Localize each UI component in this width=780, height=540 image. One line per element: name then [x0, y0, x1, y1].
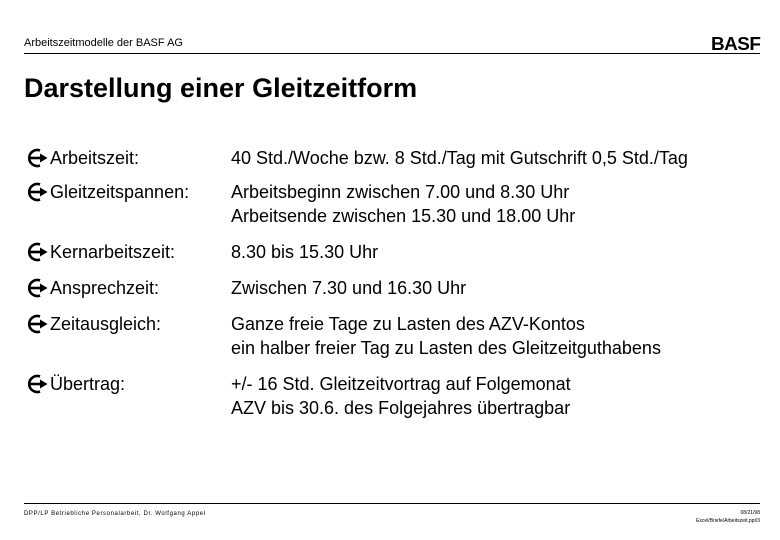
item-value-line: Zwischen 7.30 und 16.30 Uhr [231, 278, 467, 298]
item-value [231, 146, 688, 170]
item-value [231, 180, 575, 228]
item-label: Gleitzeitspannen: [50, 182, 190, 202]
footer-author: DPP/LP Betriebliche Personalarbeit, Dr. Wolfgang Appel [24, 511, 206, 517]
item-label: Kernarbeitszeit: [50, 242, 176, 262]
arrow-right-circle-icon [24, 242, 48, 262]
header-title: Arbeitszeitmodelle der BASF AG [24, 37, 183, 49]
arrow-right-circle-icon [24, 148, 48, 168]
arrow-right-circle-icon [24, 374, 48, 394]
item-value-line: AZV bis 30.6. des Folgejahres übertragbar [231, 398, 571, 418]
page-title: Darstellung einer Gleitzeitform [24, 73, 418, 103]
item-label: Arbeitszeit: [50, 148, 140, 168]
arrow-right-circle-icon [24, 278, 48, 298]
item-value [231, 276, 466, 300]
item-value [231, 312, 661, 360]
item-value-line: Arbeitsende zwischen 15.30 und 18.00 Uhr [231, 206, 576, 226]
arrow-right-circle-icon [24, 314, 48, 334]
item-value-line: Ganze freie Tage zu Lasten des AZV-Kontos [231, 314, 585, 334]
footer-rule [24, 503, 760, 504]
item-value-line: Arbeitsbeginn zwischen 7.00 und 8.30 Uhr [231, 182, 570, 202]
footer-meta [696, 509, 760, 525]
item-value-line: 40 Std./Woche bzw. 8 Std./Tag mit Gutschrift 0,5 Std./Tag [231, 148, 688, 168]
header-rule [24, 53, 760, 54]
footer-file: Excel/Briefe/Arbeitszeit.ppt/3 [696, 518, 760, 524]
item-value-line: 8.30 bis 15.30 Uhr [231, 242, 379, 262]
footer-date: 08/21/98 [740, 510, 760, 516]
item-value-line: +/- 16 Std. Gleitzeitvortrag auf Folgemonat [231, 374, 571, 394]
item-value-line: ein halber freier Tag zu Lasten des Gleitzeitguthabens [231, 338, 661, 358]
item-label: Zeitausgleich: [50, 314, 162, 334]
item-label: Übertrag: [50, 374, 126, 394]
arrow-right-circle-icon [24, 182, 48, 202]
item-value [231, 240, 378, 264]
item-value [231, 372, 571, 420]
basf-logo: BASF [711, 34, 761, 54]
item-label: Ansprechzeit: [50, 278, 160, 298]
